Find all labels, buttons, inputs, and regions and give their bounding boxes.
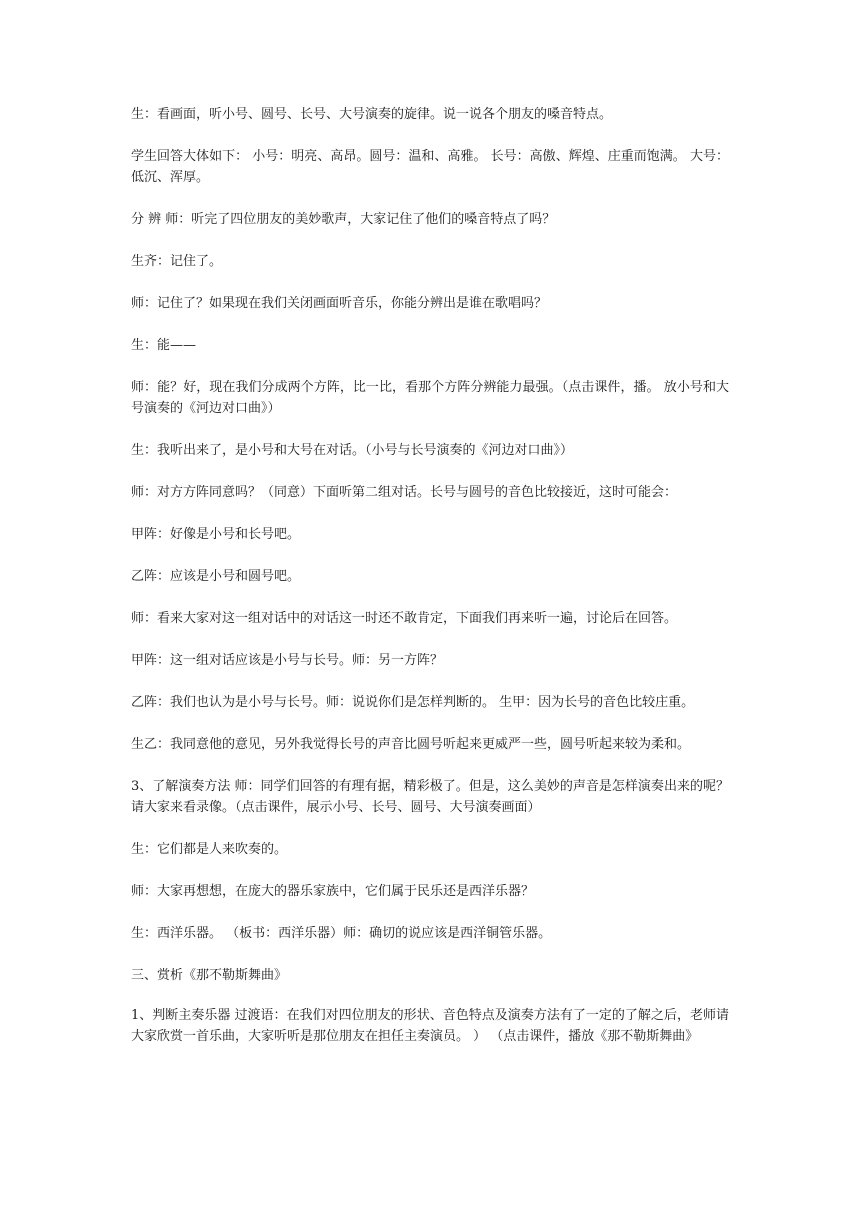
paragraph: 学生回答大体如下： 小号：明亮、高昂。圆号：温和、高雅。 长号：高傲、辉煌、庄重而饱满。 大号：低沉、浑厚。 (131, 149, 729, 185)
section-heading: 三、赏析《那不勒斯舞曲》 (131, 968, 288, 983)
paragraph: 师：记住了？如果现在我们关闭画面听音乐，你能分辨出是谁在歌唱吗？ (131, 296, 548, 311)
paragraph: 师：看来大家对这一组对话中的对话这一时还不敢肯定，下面我们再来听一遍，讨论后在回答。 (131, 611, 678, 626)
paragraph: 乙阵：应该是小号和圆号吧。 (131, 569, 301, 584)
paragraph: 生：能—— (131, 338, 197, 353)
paragraph: 生齐：记住了。 (131, 254, 223, 269)
paragraph: 生乙：我同意他的意见，另外我觉得长号的声音比圆号听起来更威严一些，圆号听起来较为柔和。 (131, 737, 691, 752)
paragraph: 生：我听出来了，是小号和大号在对话。（小号与长号演奏的《河边对口曲》） (131, 443, 574, 458)
paragraph: 分 辨 师：听完了四位朋友的美妙歌声，大家记住了他们的嗓音特点了吗？ (131, 212, 556, 227)
paragraph: 师：大家再想想，在庞大的器乐家族中，它们属于民乐还是西洋乐器？ (131, 884, 535, 899)
paragraph: 乙阵：我们也认为是小号与长号。师：说说你们是怎样判断的。 生甲：因为长号的音色比较庄重。 (131, 695, 695, 710)
paragraph: 师：能？好，现在我们分成两个方阵，比一比，看那个方阵分辨能力最强。（点击课件，播。 放小号和大号演奏的《河边对口曲》） (131, 380, 729, 416)
paragraph: 生：西洋乐器。 （板书：西洋乐器）师：确切的说应该是西洋铜管乐器。 (131, 926, 552, 941)
paragraph: 1、判断主奏乐器 过渡语：在我们对四位朋友的形状、音色特点及演奏方法有了一定的了解之后，老师请大家欣赏一首乐曲，大家听听是那位朋友在担任主奏演员。 ） （点击课件，播放《那不勒斯舞曲》 (131, 1008, 729, 1044)
paragraph: 师：对方方阵同意吗？（同意）下面听第二组对话。长号与圆号的音色比较接近，这时可能会： (131, 485, 678, 500)
paragraph: 生：看画面，听小号、圆号、长号、大号演奏的旋律。说一说各个朋友的嗓音特点。 (131, 107, 613, 122)
paragraph: 3、了解演奏方法 师：同学们回答的有理有据，精彩极了。但是，这么美妙的声音是怎样演奏出来的呢？请大家来看录像。（点击课件，展示小号、长号、圆号、大号演奏画面） (131, 779, 729, 815)
paragraph: 生：它们都是人来吹奏的。 (131, 842, 288, 857)
document-body (131, 104, 729, 1068)
paragraph: 甲阵：这一组对话应该是小号与长号。师：另一方阵？ (131, 653, 444, 668)
paragraph: 甲阵：好像是小号和长号吧。 (131, 527, 301, 542)
